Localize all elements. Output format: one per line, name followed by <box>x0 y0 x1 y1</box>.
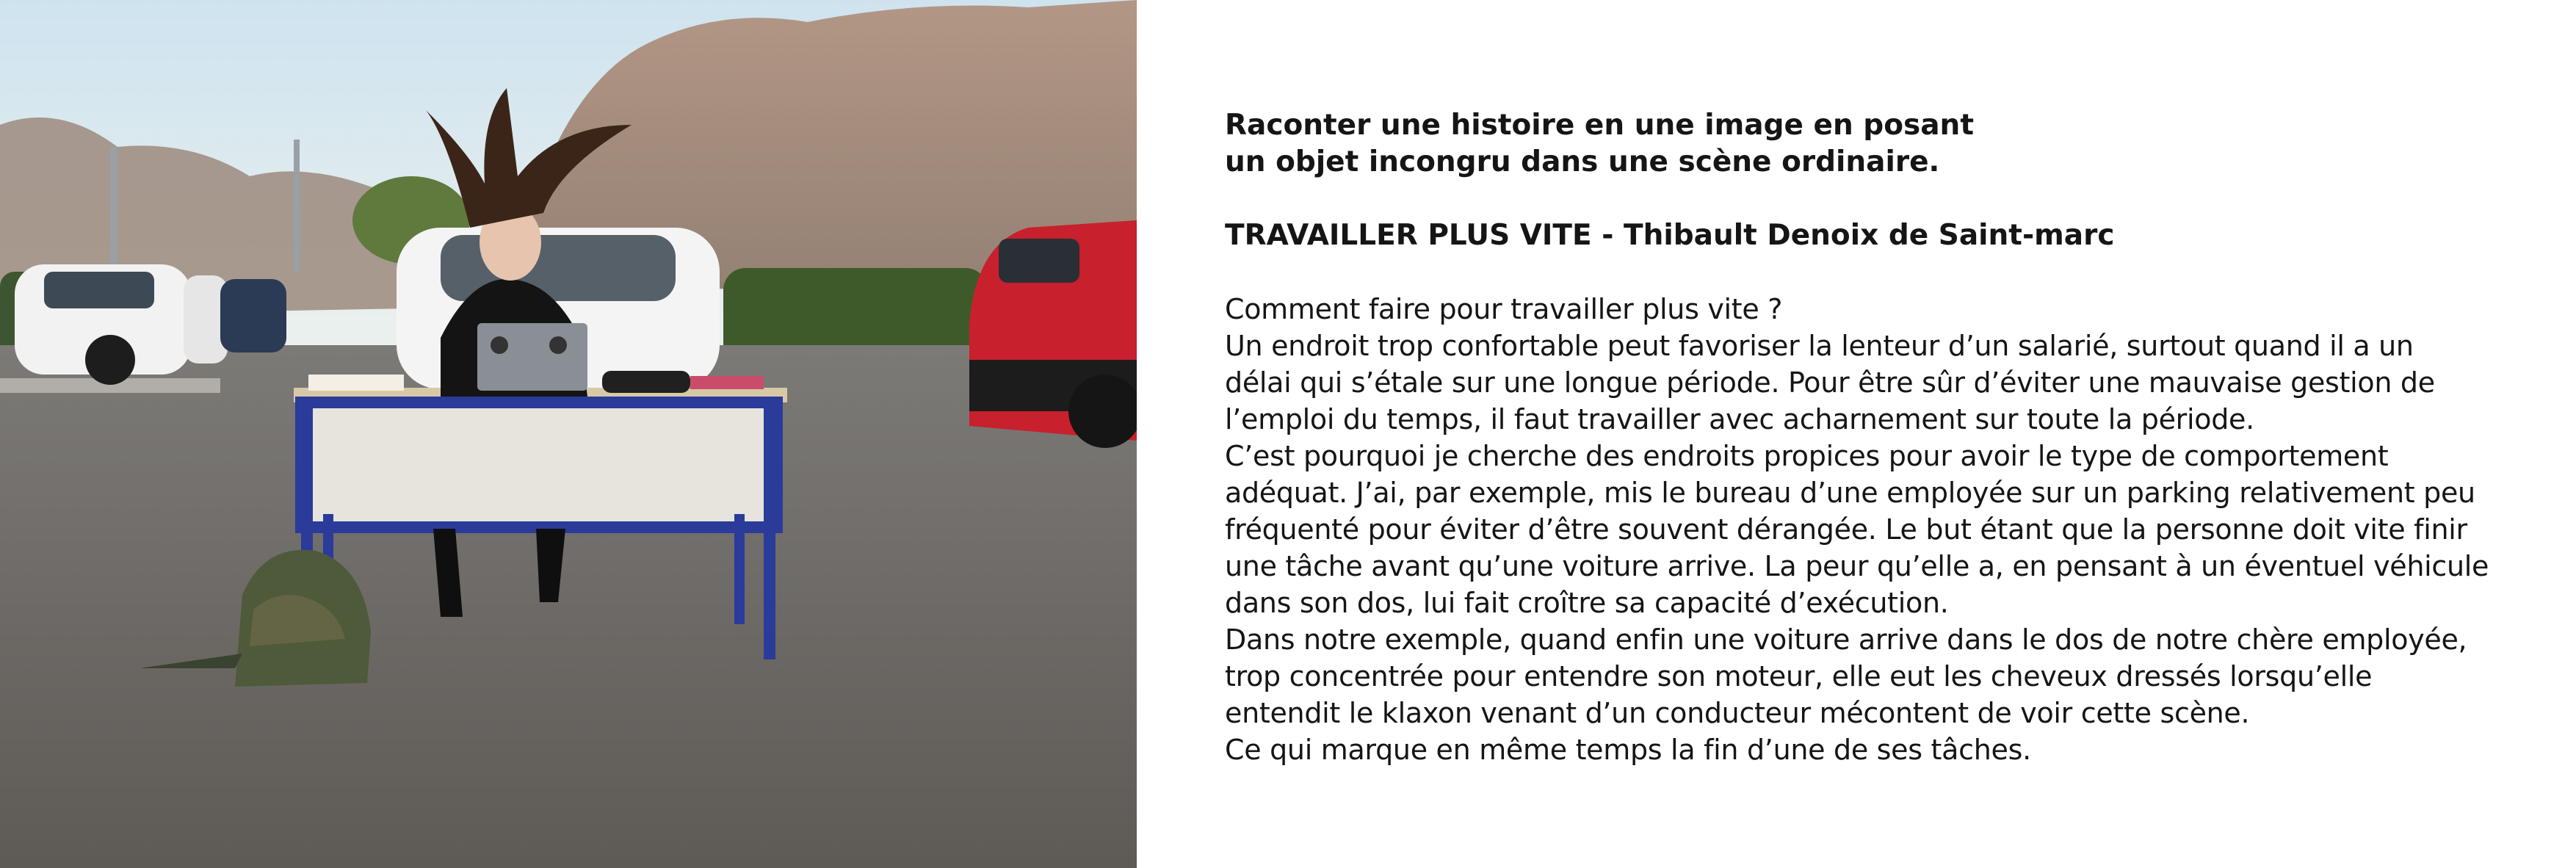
work-title: TRAVAILLER PLUS VITE - Thibault Denoix de Saint-marc <box>1225 219 2115 252</box>
body-line: dans son dos, lui fait croître sa capacité d’exécution. <box>1225 587 1949 619</box>
body-line: trop concentrée pour entendre son moteur, elle eut les cheveux dressés lorsqu’elle <box>1225 660 2373 692</box>
body-line: une tâche avant qu’une voiture arrive. La peur qu’elle a, en pensant à un éventuel véhicule <box>1225 550 2489 582</box>
body-line: l’emploi du temps, il faut travailler avec acharnement sur toute la période. <box>1225 403 2254 435</box>
body-text <box>1225 291 2503 768</box>
body-line: Un endroit trop confortable peut favoriser la lenteur d’un salarié, surtout quand il a un <box>1225 330 2414 362</box>
body-line: délai qui s’étale sur une longue période. Pour être sûr d’éviter une mauvaise gestion de <box>1225 366 2435 399</box>
body-line: fréquenté pour éviter d’être souvent dérangée. Le but étant que la personne doit vite finir <box>1225 513 2467 546</box>
text-panel <box>1225 107 2503 768</box>
heading-line: Raconter une histoire en une image en posant <box>1225 109 1974 142</box>
intro-heading <box>1225 107 2503 181</box>
body-line: Ce qui marque en même temps la fin d’une de ses tâches. <box>1225 734 2031 766</box>
parking-lot-photo <box>0 0 1137 868</box>
heading-line: un objet incongru dans une scène ordinaire. <box>1225 145 1940 178</box>
body-line: C’est pourquoi je cherche des endroits propices pour avoir le type de comportement <box>1225 440 2389 472</box>
body-line: entendit le klaxon venant d’un conducteur mécontent de voir cette scène. <box>1225 697 2250 729</box>
body-line: Comment faire pour travailler plus vite ? <box>1225 293 1783 325</box>
body-line: adéquat. J’ai, par exemple, mis le bureau d’une employée sur un parking relativement peu <box>1225 477 2475 509</box>
body-line: Dans notre exemple, quand enfin une voiture arrive dans le dos de notre chère employée, <box>1225 623 2467 656</box>
